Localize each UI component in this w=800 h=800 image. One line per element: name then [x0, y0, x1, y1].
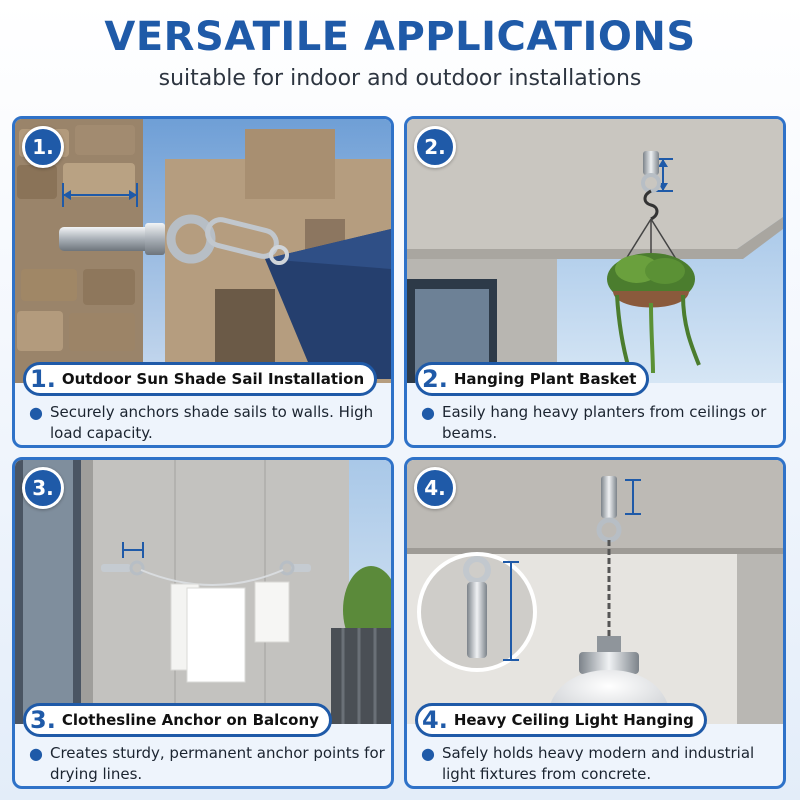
label-number: 3. [30, 706, 56, 734]
label-number: 1. [30, 365, 56, 393]
step-badge: 2. [414, 126, 456, 168]
step-badge: 3. [22, 467, 64, 509]
label-text: Heavy Ceiling Light Hanging [453, 711, 694, 729]
application-label [23, 703, 332, 737]
panel-plant-basket [404, 116, 786, 448]
bullet-icon: ● [29, 744, 43, 763]
description-text: Creates sturdy, permanent anchor points for drying lines. [49, 744, 385, 783]
panel-clothesline [12, 457, 394, 789]
bullet-icon: ● [421, 744, 435, 763]
concrete-ceiling-icon [407, 460, 783, 554]
ceiling-light-scene [407, 460, 783, 724]
balcony-railing-icon [331, 628, 391, 724]
page-subtitle: suitable for indoor and outdoor installations [158, 66, 642, 91]
description-text: Safely holds heavy modern and industrial light fixtures from concrete. [441, 744, 755, 783]
description-text: Securely anchors shade sails to walls. High load capacity. [49, 403, 374, 442]
application-description [29, 743, 385, 785]
label-text: Outdoor Sun Shade Sail Installation [61, 370, 365, 388]
application-description [421, 402, 777, 444]
bullet-icon: ● [421, 403, 435, 422]
label-number: 4. [422, 706, 448, 734]
application-label [23, 362, 377, 396]
clothesline-scene [15, 460, 391, 724]
application-label [415, 362, 649, 396]
label-text: Clothesline Anchor on Balcony [61, 711, 319, 729]
plant-basket-scene [407, 119, 783, 383]
step-badge: 4. [414, 467, 456, 509]
description-text: Easily hang heavy planters from ceilings or beams. [441, 403, 767, 442]
application-label [415, 703, 707, 737]
concrete-ceiling-icon [407, 119, 783, 259]
page-title: VERSATILE APPLICATIONS [104, 14, 696, 60]
sun-shade-scene [15, 119, 391, 383]
zoom-circle-icon [419, 554, 535, 670]
application-description [421, 743, 777, 785]
step-badge: 1. [22, 126, 64, 168]
application-description [29, 402, 385, 444]
bullet-icon: ● [29, 403, 43, 422]
panel-ceiling-light [404, 457, 786, 789]
label-number: 2. [422, 365, 448, 393]
panel-sun-shade [12, 116, 394, 448]
label-text: Hanging Plant Basket [453, 370, 637, 388]
